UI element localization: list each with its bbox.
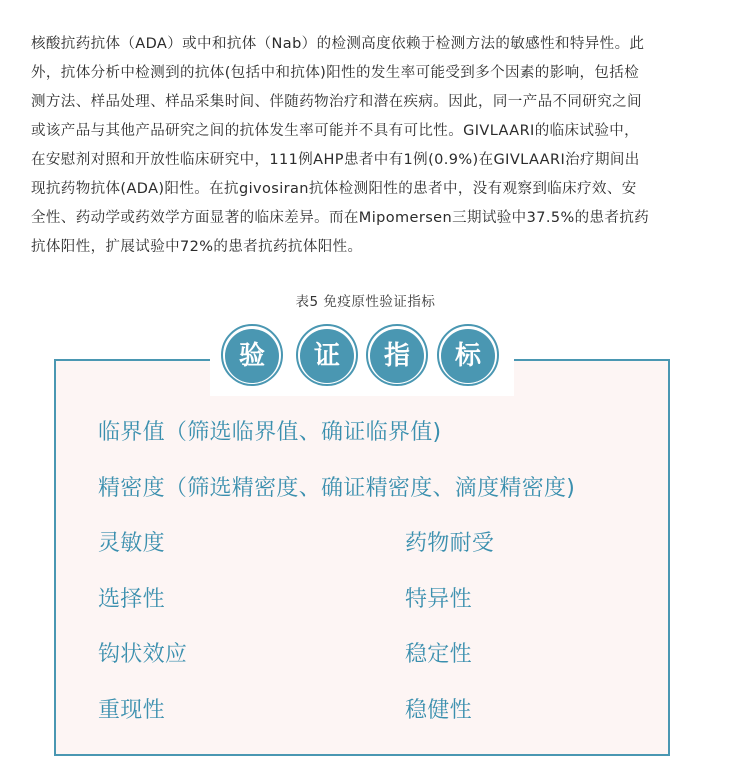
indicator-robustness: 稳健性 <box>405 698 472 723</box>
indicator-stability: 稳定性 <box>405 642 472 667</box>
title-badge-zheng: 证 <box>300 329 354 383</box>
indicator-reproducibility: 重现性 <box>98 698 165 723</box>
paragraph-line: 现抗药物抗体(ADA)阳性。在抗givosiran抗体检测阳性的患者中，没有观察到临床疗效、安 <box>31 181 637 197</box>
paragraph-line: 核酸抗药抗体（ADA）或中和抗体（Nab）的检测高度依赖于检测方法的敏感性和特异性。此 <box>31 36 645 52</box>
paragraph-line: 在安慰剂对照和开放性临床研究中，111例AHP患者中有1例(0.9%)在GIVLAARI治疗期间出 <box>31 152 640 168</box>
indicator-specificity: 特异性 <box>405 587 472 612</box>
indicator-selectivity: 选择性 <box>98 587 165 612</box>
indicator-sensitivity: 灵敏度 <box>98 531 165 556</box>
indicator-cutoff: 临界值（筛选临界值、确证临界值) <box>98 420 442 445</box>
paragraph-line: 抗体阳性，扩展试验中72%的患者抗药抗体阳性。 <box>31 239 363 255</box>
title-badge-zhi: 指 <box>370 329 424 383</box>
paragraph-line: 外，抗体分析中检测到的抗体(包括中和抗体)阳性的发生率可能受到多个因素的影响，包括检 <box>31 65 640 81</box>
table-caption: 表5 免疫原性验证指标 <box>295 294 436 310</box>
title-badge-yan: 验 <box>225 329 279 383</box>
paragraph-line: 测方法、样品处理、样品采集时间、伴随药物治疗和潜在疾病。因此，同一产品不同研究之间 <box>31 94 642 110</box>
indicator-hook-effect: 钩状效应 <box>98 642 188 667</box>
indicator-precision: 精密度（筛选精密度、确证精密度、滴度精密度) <box>98 476 576 501</box>
paragraph-line: 或该产品与其他产品研究之间的抗体发生率可能并不具有可比性。GIVLAARI的临床试验中， <box>31 123 640 139</box>
title-badge-biao: 标 <box>441 329 495 383</box>
indicator-drug-tolerance: 药物耐受 <box>405 531 495 556</box>
body-paragraph <box>31 30 703 262</box>
paragraph-line: 全性、药动学或药效学方面显著的临床差异。而在Mipomersen三期试验中37.5%的患者抗药 <box>31 210 650 226</box>
